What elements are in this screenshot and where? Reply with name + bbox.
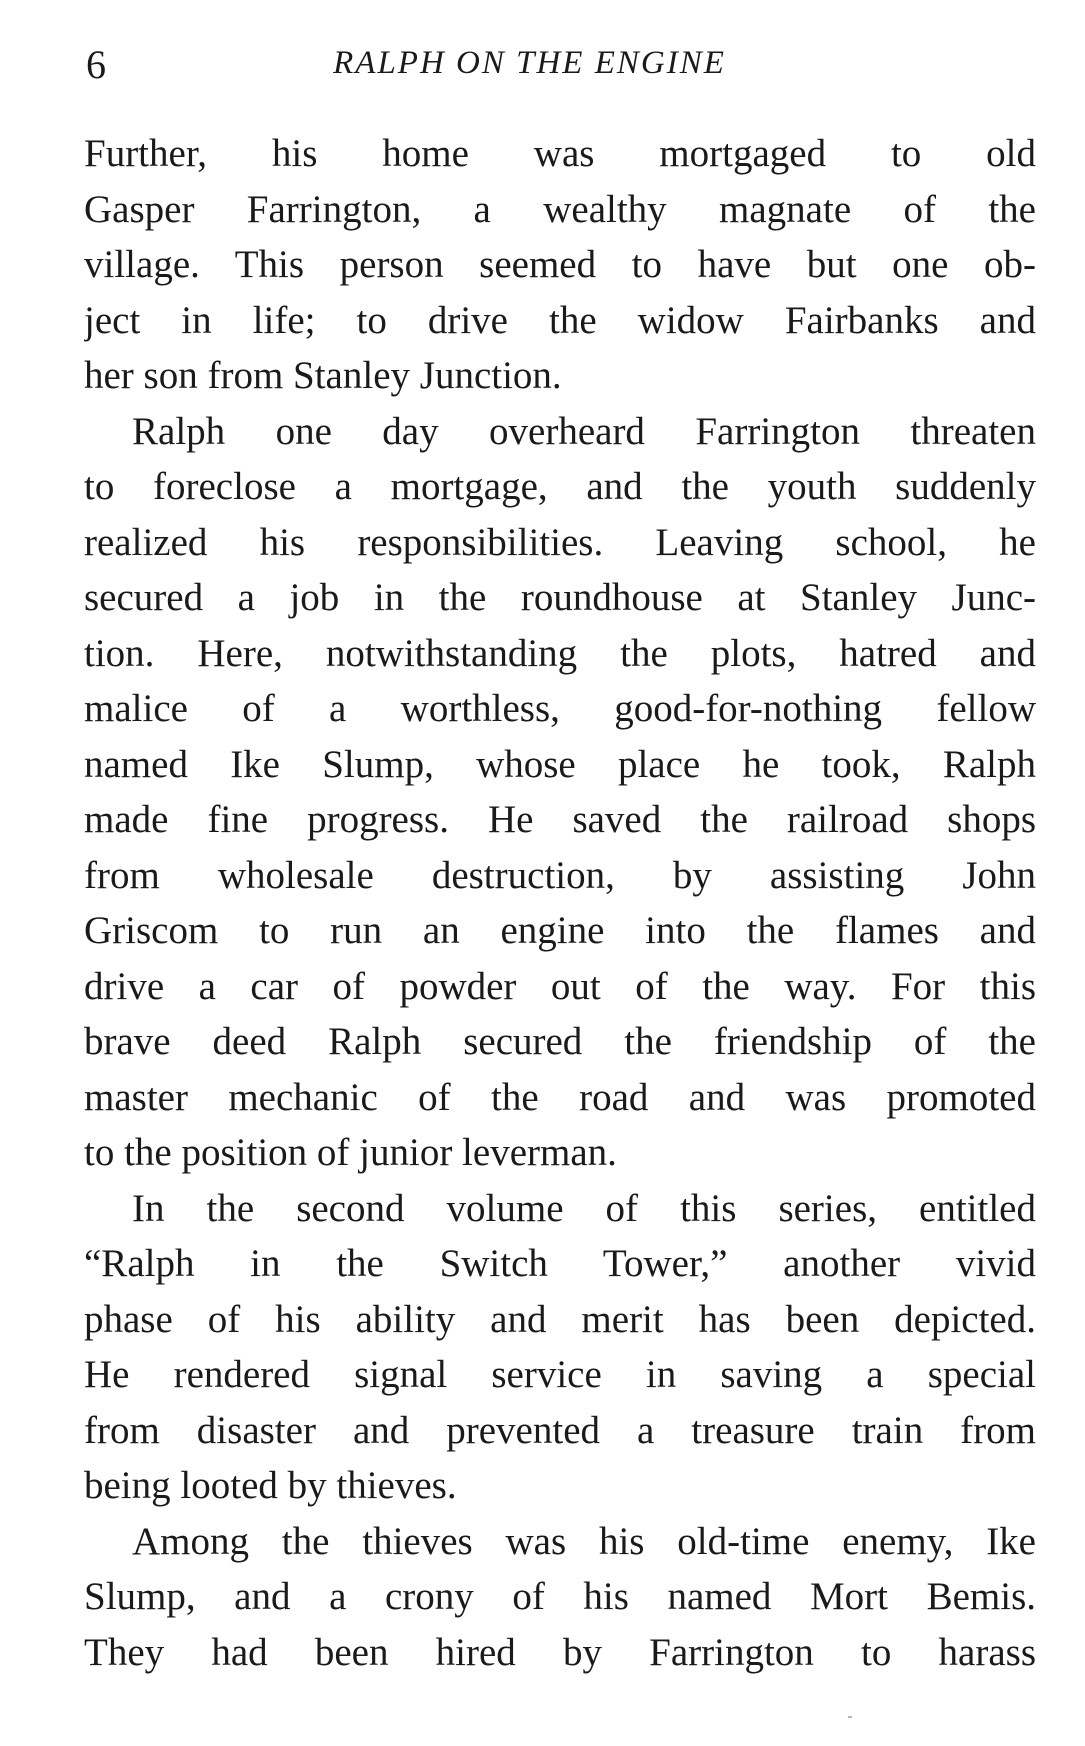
text-line: named Ike Slump, whose place he took, Ralph <box>84 742 1036 786</box>
text-line: to foreclose a mortgage, and the youth suddenly <box>84 465 1036 508</box>
text-line: master mechanic of the road and was promoted <box>84 1075 1036 1119</box>
text-line: In the second volume of this series, entitled <box>132 1186 1036 1230</box>
text-line: Among the thieves was his old-time enemy, Ike <box>132 1519 1036 1563</box>
text-line: village. This person seemed to have but one ob- <box>84 243 1036 286</box>
paragraph-4 <box>84 1514 1036 1681</box>
text-line: from disaster and prevented a treasure train from <box>84 1408 1036 1452</box>
text-line: They had been hired by Farrington to harass <box>84 1630 1036 1674</box>
paragraph-3 <box>84 1181 1036 1514</box>
body-text <box>84 126 1036 1680</box>
page-number: 6 <box>86 42 106 87</box>
text-line: tion. Here, notwithstanding the plots, hatred and <box>84 631 1036 675</box>
text-line: Griscom to run an engine into the flames and <box>84 909 1036 952</box>
text-line: Slump, and a crony of his named Mort Bemis. <box>84 1575 1036 1618</box>
page-header <box>86 38 1033 88</box>
text-line: ject in life; to drive the widow Fairbanks and <box>84 298 1036 342</box>
text-line: realized his responsibilities. Leaving school, he <box>84 520 1036 564</box>
text-line: her son from Stanley Junction. <box>84 354 562 397</box>
text-line: Gasper Farrington, a wealthy magnate of the <box>84 187 1036 231</box>
paper-speck <box>848 1716 852 1718</box>
text-line: secured a job in the roundhouse at Stanley Junc- <box>84 576 1036 619</box>
text-line: phase of his ability and merit has been depicted. <box>84 1297 1036 1341</box>
paragraph-2 <box>84 404 1036 1181</box>
text-line: to the position of junior leverman. <box>84 1131 617 1174</box>
paragraph-1 <box>84 126 1036 404</box>
text-line: malice of a worthless, good-for-nothing fellow <box>84 687 1036 730</box>
text-line: Further, his home was mortgaged to old <box>84 132 1036 175</box>
text-line: made fine progress. He saved the railroad shops <box>84 798 1036 841</box>
text-line: “Ralph in the Switch Tower,” another vivid <box>84 1242 1036 1285</box>
text-line: He rendered signal service in saving a special <box>84 1353 1036 1396</box>
text-line: drive a car of powder out of the way. For this <box>84 964 1036 1008</box>
text-line: Ralph one day overheard Farrington threaten <box>132 409 1036 453</box>
text-line: brave deed Ralph secured the friendship of the <box>84 1020 1036 1063</box>
text-line: being looted by thieves. <box>84 1464 457 1507</box>
running-head: RALPH ON THE ENGINE <box>333 45 726 81</box>
text-line: from wholesale destruction, by assisting John <box>84 853 1036 897</box>
